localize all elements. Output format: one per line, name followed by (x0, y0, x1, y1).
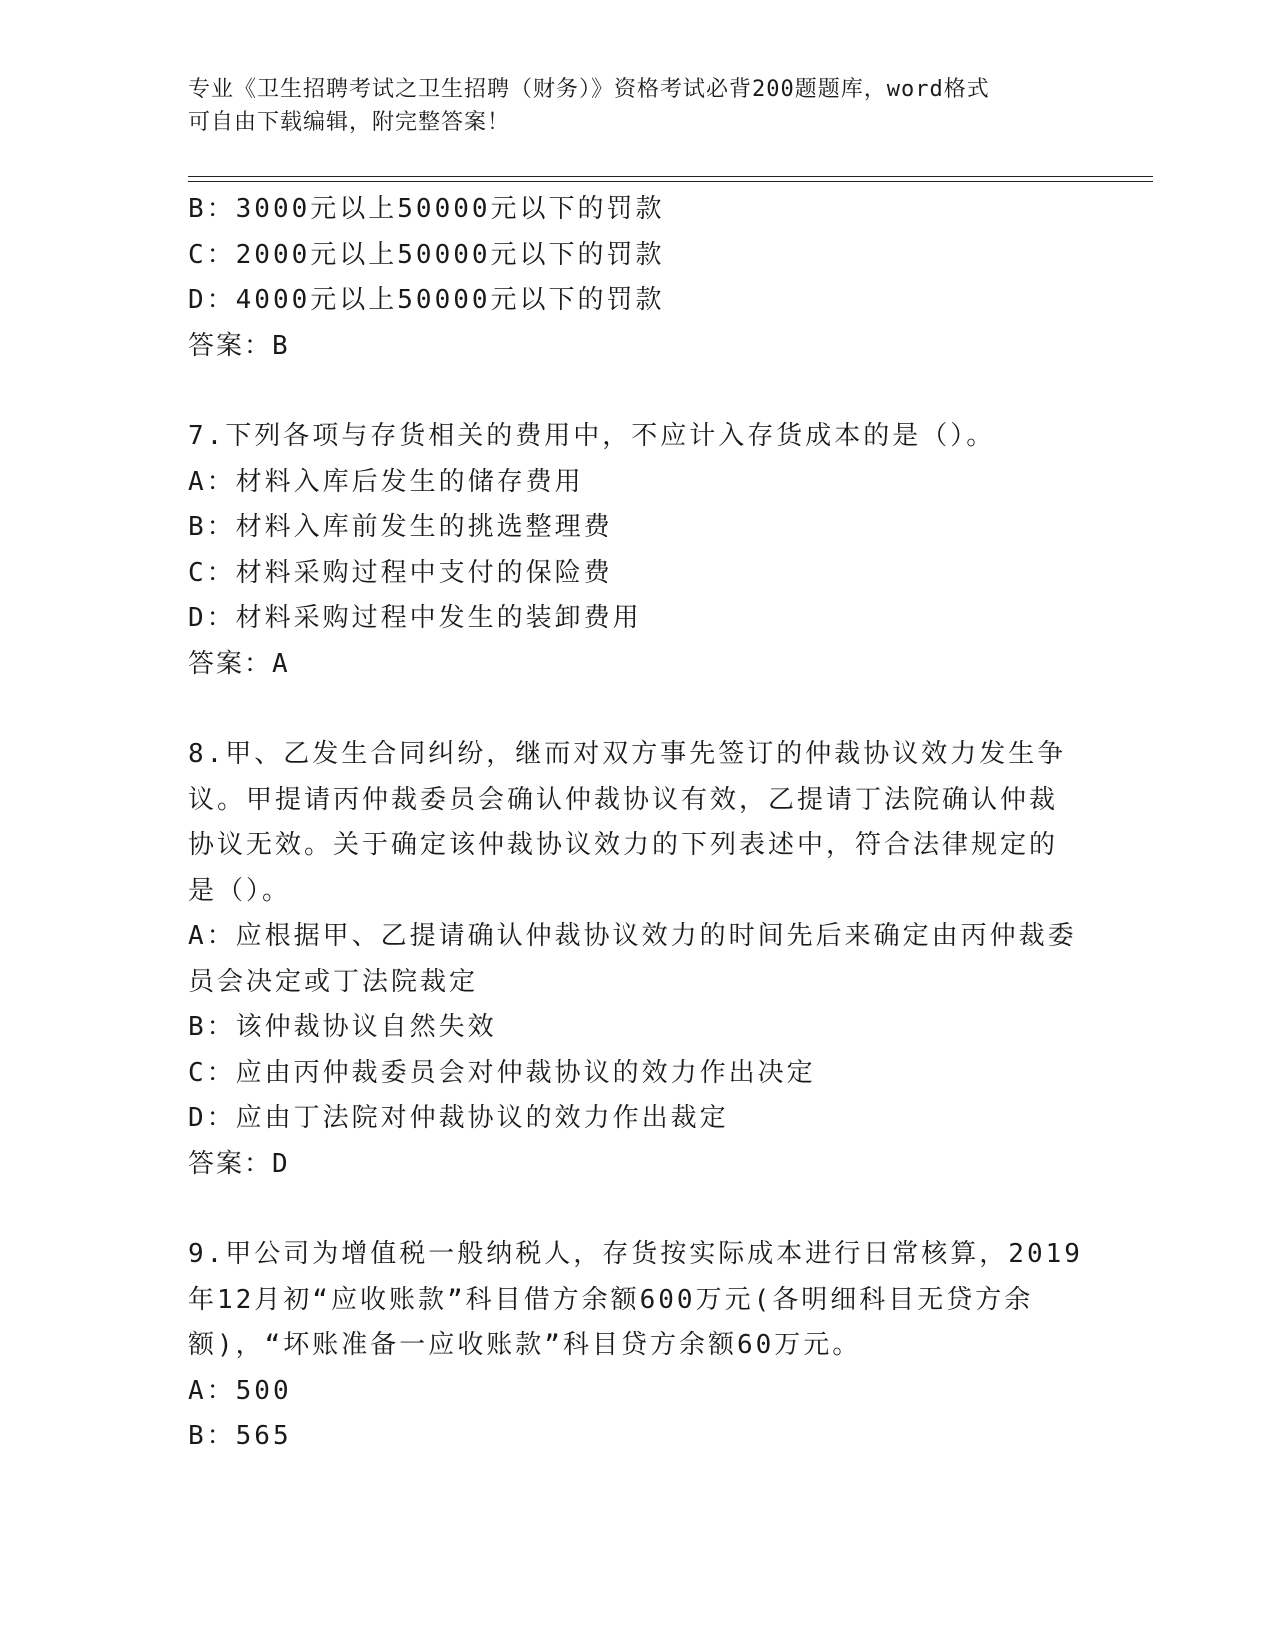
question-stem-line: 额)，“坏账准备一应收账款”科目贷方余额60万元。 (188, 1330, 862, 1360)
header-line-2: 可自由下载编辑，附完整答案！ (188, 110, 511, 135)
option-d: D：应由丁法院对仲裁协议的效力作出裁定 (188, 1103, 729, 1133)
option-b: B：3000元以上50000元以下的罚款 (188, 194, 665, 224)
header-line-1: 专业《卫生招聘考试之卫生招聘（财务）》资格考试必背200题题库，word格式 (188, 77, 990, 102)
answer: 答案：A (188, 648, 290, 679)
question-stem-line: 协议无效。关于确定该仲裁协议效力的下列表述中，符合法律规定的 (188, 830, 1059, 860)
question-stem-line: 9.甲公司为增值税一般纳税人，存货按实际成本进行日常核算，2019 (188, 1239, 1083, 1269)
spacer (188, 1187, 1088, 1232)
question-stem-line: 议。甲提请丙仲裁委员会确认仲裁协议有效，乙提请丁法院确认仲裁 (188, 784, 1059, 815)
question-stem-line: 年12月初“应收账款”科目借方余额600万元(各明细科目无贷方余 (188, 1284, 1034, 1315)
question-7 (188, 414, 1088, 687)
question-9 (188, 1232, 1088, 1460)
option-b: B：材料入库前发生的挑选整理费 (188, 512, 613, 542)
question-stem-line: 是（）。 (188, 875, 292, 906)
option-b: B：565 (188, 1421, 292, 1451)
option-c: C：材料采购过程中支付的保险费 (188, 557, 613, 588)
question-6 (188, 187, 1088, 369)
option-b: B：该仲裁协议自然失效 (188, 1012, 497, 1042)
option-d: D：材料采购过程中发生的装卸费用 (188, 603, 642, 633)
spacer (188, 687, 1088, 732)
answer: 答案：B (188, 330, 290, 361)
question-stem-line: 8.甲、乙发生合同纠纷，继而对双方事先签订的仲裁协议效力发生争 (188, 739, 1067, 769)
option-a-line: A：应根据甲、乙提请确认仲裁协议效力的时间先后来确定由丙仲裁委 (188, 921, 1077, 951)
header-divider-top (188, 176, 1153, 177)
option-d: D：4000元以上50000元以下的罚款 (188, 285, 665, 315)
question-8 (188, 732, 1088, 1187)
question-list (188, 187, 1088, 1460)
header-divider-bottom (188, 181, 1153, 182)
option-a-line: 员会决定或丁法院裁定 (188, 966, 479, 997)
option-a: A：500 (188, 1375, 292, 1406)
spacer (188, 369, 1088, 414)
document-header (188, 73, 1078, 139)
option-c: C：应由丙仲裁委员会对仲裁协议的效力作出决定 (188, 1057, 816, 1088)
option-a: A：材料入库后发生的储存费用 (188, 466, 584, 497)
answer: 答案：D (188, 1148, 290, 1179)
option-c: C：2000元以上50000元以下的罚款 (188, 239, 665, 270)
question-stem: 7.下列各项与存货相关的费用中，不应计入存货成本的是（）。 (188, 421, 996, 451)
